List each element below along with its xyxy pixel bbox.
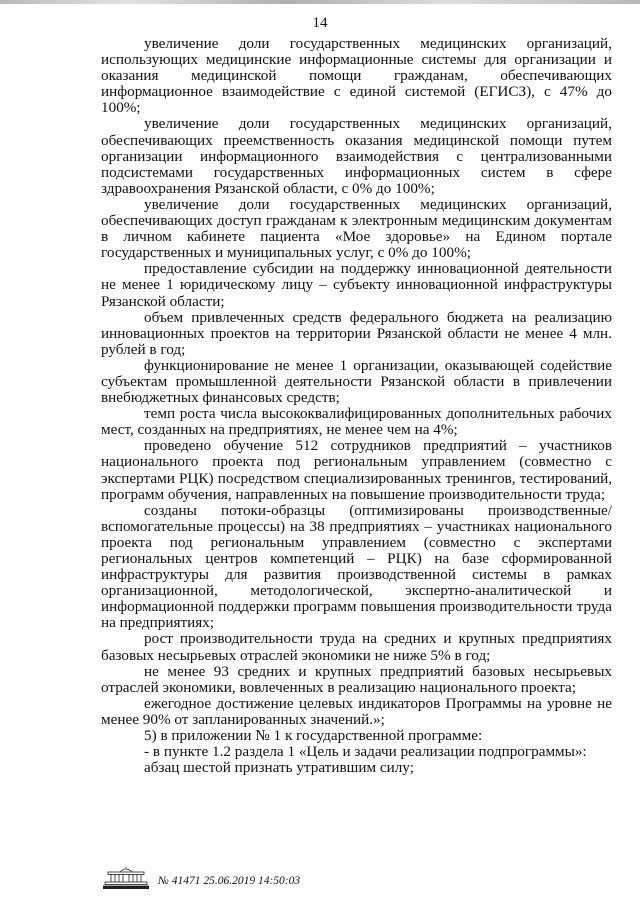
paragraph: созданы потоки-образцы (оптимизированы производственные/ вспомогательные процессы) на 38 предприятиях – участниках национального проекта под региональным управлением (совместно с экспертами региональных центров компетенций – РЦК) на базе сформированной инфраструктуры для развития производственной системы в рамках организационной, методологической, экспертно-аналитической и информационной поддержки программ повышения производительности труда на предприятиях;: [101, 501, 612, 632]
scan-edge: [0, 0, 640, 4]
paragraph: функционирование не менее 1 организации, оказывающей содействие субъектам промышленной деятельности Рязанской области в привлечении внебюджетных финансовых средств;: [101, 356, 612, 407]
paragraph: увеличение доли государственных медицинских организаций, обеспечивающих преемственность оказания медицинской помощи путем организации информационного взаимодействия с централизованными подсистемами государственных информационных систем в сфере здравоохранения Рязанской области, с 0% до 100%;: [101, 115, 612, 197]
paragraph: проведено обучение 512 сотрудников предприятий – участников национального проекта под региональным управлением (совместно с экспертами РЦК) посредством специализированных тренингов, тестирований, программ обучения, направленных на повышение производительности труда;: [101, 437, 612, 503]
paragraph: абзац шестой признать утратившим силу;: [144, 759, 414, 777]
footer: [100, 866, 300, 890]
paragraph: рост производительности труда на средних и крупных предприятиях базовых несырьевых отраслей экономики не ниже 5% в год;: [101, 630, 612, 664]
paragraph: объем привлеченных средств федерального бюджета на реализацию инновационных проектов на территории Рязанской области не менее 4 млн. рублей в год;: [101, 308, 612, 358]
government-building-logo-icon: [100, 866, 152, 890]
paragraph: увеличение доли государственных медицинских организаций, обеспечивающих доступ гражданам к электронным медицинским документам в личном кабинете пациента «Мое здоровье» на Едином портале государственных и муниципальных услуг, с 0% до 100%;: [101, 195, 612, 262]
paragraph: предоставление субсидии на поддержку инновационной деятельности не менее 1 юридическому лицу – субъекту инновационной инфраструктуры Рязанской области;: [101, 260, 612, 310]
paragraph: ежегодное достижение целевых индикаторов Программы на уровне не менее 90% от запланированных значений.»;: [101, 694, 612, 728]
paragraph: 5) в приложении № 1 к государственной программе:: [144, 727, 483, 745]
paragraph: - в пункте 1.2 раздела 1 «Цель и задачи реализации подпрограммы»:: [144, 743, 587, 761]
paragraph: темп роста числа высококвалифицированных дополнительных рабочих мест, созданных на предприятиях, не менее чем на 4%;: [101, 405, 612, 439]
paragraph: увеличение доли государственных медицинских организаций, использующих медицинские информационные системы для организации и оказания медицинской помощи гражданам, обеспечивающих информационное взаимодействие с единой системой (ЕГИСЗ), с 47% до 100%;: [101, 35, 612, 117]
page-number: 14: [312, 15, 328, 31]
document-stamp: № 41471 25.06.2019 14:50:03: [158, 875, 301, 887]
document-body: [101, 36, 612, 776]
paragraph: не менее 93 средних и крупных предприятий базовых несырьевых отраслей экономики, вовлеченных в реализацию национального проекта;: [101, 662, 612, 696]
